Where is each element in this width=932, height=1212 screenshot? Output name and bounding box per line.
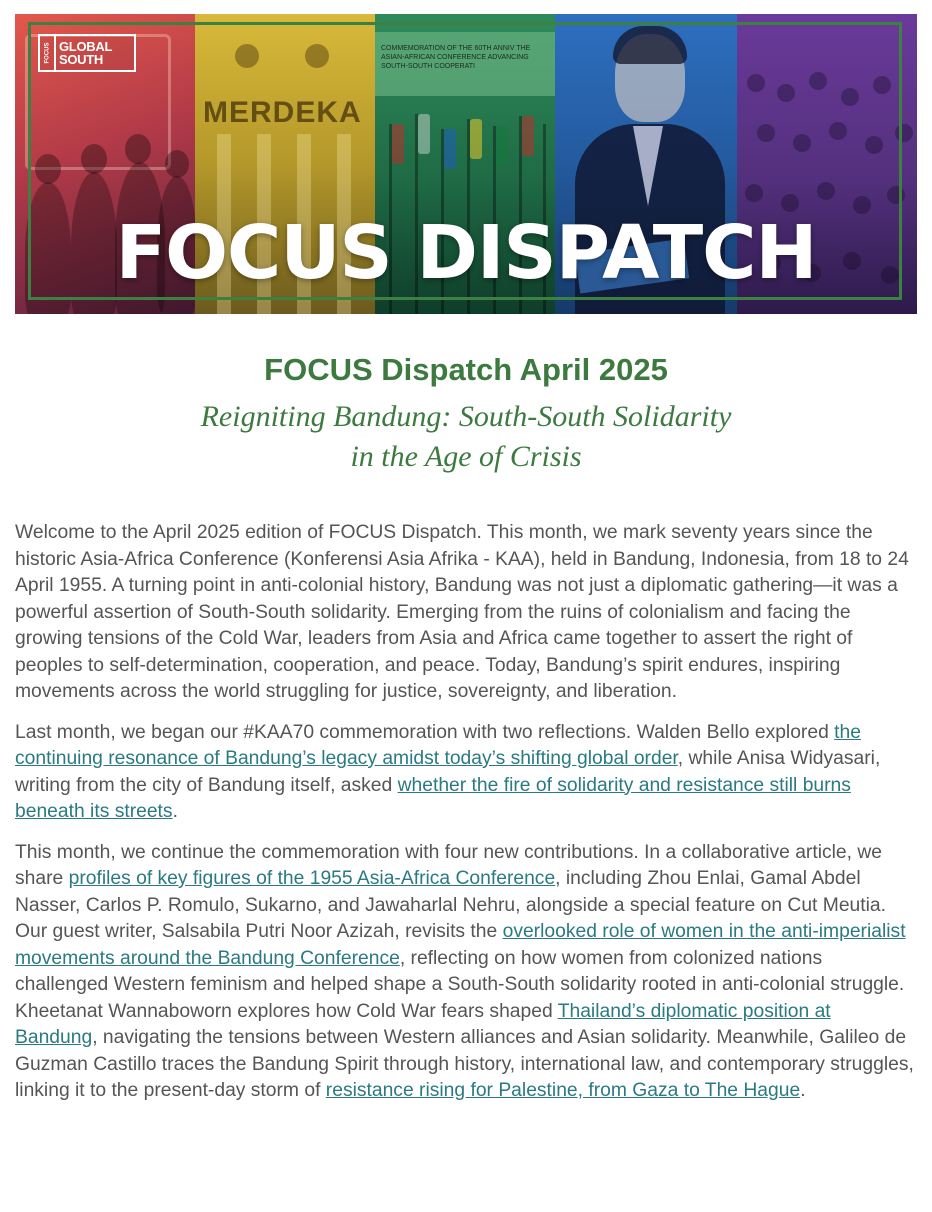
logo-line-south: SOUTH <box>59 52 104 67</box>
text-span: , including Zhou Enlai, Gamal Abdel Nasser, Carlos P. Romulo, Sukarno, and Jawaharlal Nehru, alongside a special feature on Cut Meutia. Our guest writer, Salsabila Putri Noor Azizah, revisits the <box>15 868 886 942</box>
text-span: This month, we continue the commemoration with four new contributions. In a collaborative article, we share <box>15 841 882 889</box>
link-fire-of-solidarity-article[interactable]: whether the fire of solidarity and resistance still burns beneath its streets <box>15 774 851 822</box>
header-banner <box>15 14 917 314</box>
link-thailand-diplomatic-position[interactable]: Thailand’s diplomatic position at Bandung <box>15 1000 831 1048</box>
text-span: . <box>800 1080 806 1101</box>
focus-global-south-logo <box>38 34 136 72</box>
intro-paragraph: Welcome to the April 2025 edition of FOCUS Dispatch. This month, we mark seventy years since the historic Asia-Africa Conference (Konferensi Asia Afrika - KAA), held in Bandung, Indonesia, from 18 to 24 April 1955. A turning point in anti-colonial history, Bandung was not just a diplomatic gathering—it was a powerful assertion of South-South solidarity. Emerging from the ruins of colonialism and facing the growing tensions of the Cold War, leaders from Asia and Africa came together to assert the right of peoples to self-determination, cooperation, and peace. Today, Bandung’s spirit endures, inspiring movements across the world struggling for justice, sovereignty, and liberation. <box>15 522 909 702</box>
logo-side-text: FOCUS <box>44 42 50 64</box>
text-span: , navigating the tensions between Western alliances and Asian solidarity. Meanwhile, Galileo de Guzman Castillo traces the Bandung Spirit through history, international law, and contemporary struggles, linking it to the present-day storm of <box>15 1027 914 1101</box>
logo-line-global: GLOBAL <box>59 39 113 54</box>
banner-title: FOCUS DISPATCH <box>115 210 817 296</box>
last-month-paragraph <box>15 720 915 826</box>
text-span: , while Anisa Widyasari, writing from the city of Bandung itself, asked <box>15 748 881 796</box>
link-women-anti-imperialist[interactable]: overlooked role of women in the anti-imperialist movements around the Bandung Conference <box>15 921 906 969</box>
dispatch-subtitle <box>0 397 932 477</box>
text-span: Last month, we began our #KAA70 commemoration with two reflections. Walden Bello explored <box>15 721 835 743</box>
this-month-paragraph <box>15 840 915 1105</box>
article-body <box>15 520 915 1119</box>
merdeka-sign-text: MERDEKA <box>203 96 362 129</box>
link-key-figures-profiles[interactable]: profiles of key figures of the 1955 Asia-Africa Conference <box>68 868 556 889</box>
commemoration-banner-text: COMMEMORATION OF THE 60TH ANNIV THE ASIAN-AFRICAN CONFERENCE ADVANCING SOUTH-SOUTH COOPERATI <box>381 45 531 70</box>
link-resistance-palestine[interactable]: resistance rising for Palestine, from Gaza to The Hague <box>325 1080 801 1101</box>
dispatch-subtitle-line-1: Reigniting Bandung: South-South Solidarity <box>200 400 732 433</box>
dispatch-subtitle-line-2: in the Age of Crisis <box>350 440 582 473</box>
text-span: , reflecting on how women from colonized nations challenged Western feminism and helped shape a South-South solidarity rooted in anti-colonial struggle. Kheetanat Wannaboworn explores how Cold War fears shaped <box>15 947 905 1022</box>
text-span: . <box>172 801 178 822</box>
dispatch-title: FOCUS Dispatch April 2025 <box>264 352 668 387</box>
link-bandung-legacy-article[interactable]: the continuing resonance of Bandung’s legacy amidst today’s shifting global order <box>15 721 861 769</box>
